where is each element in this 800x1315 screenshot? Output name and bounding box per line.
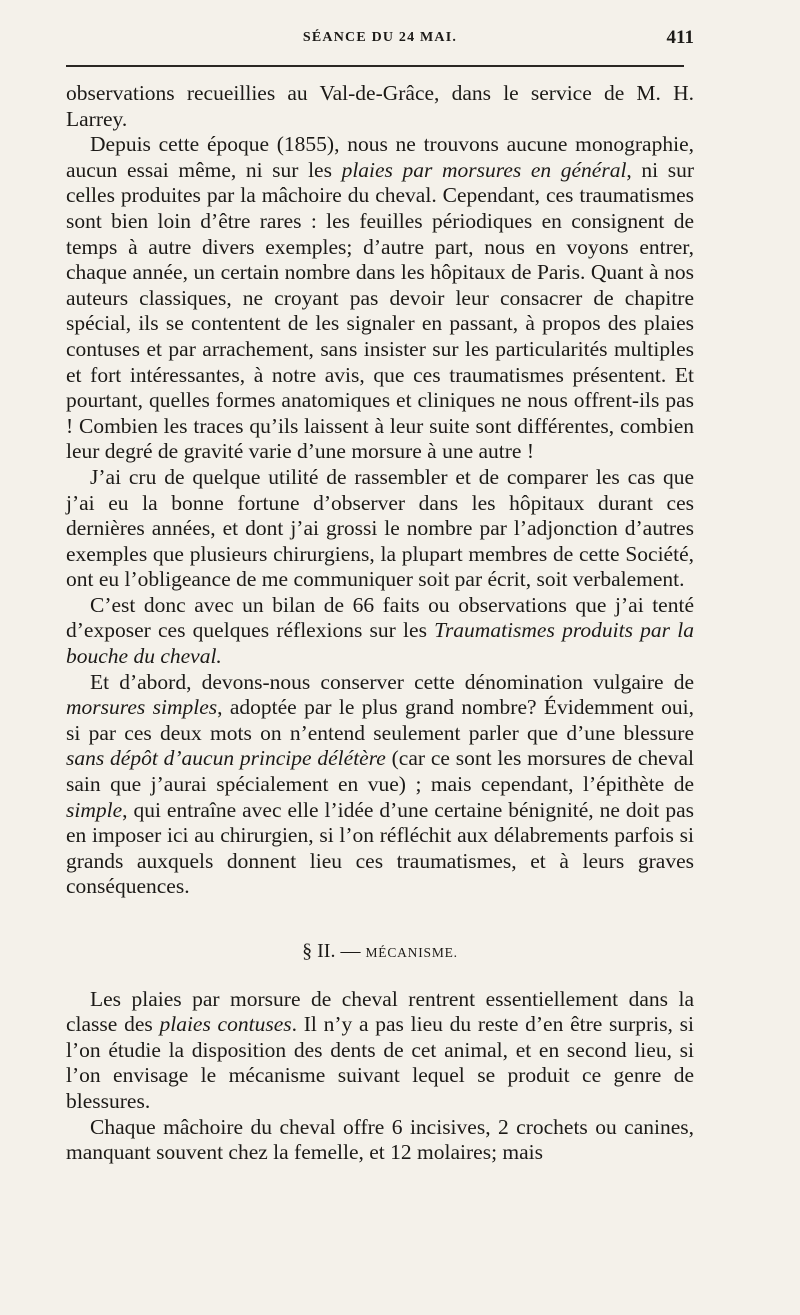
paragraph-4 [66, 593, 694, 670]
paragraph-6 [66, 987, 694, 1115]
paragraph-2-italic: plaies par morsures en général [341, 157, 627, 182]
paragraph-6-text-c: . Il n’y a pas lieu du reste d’en être surpris, si l’on étudie la disposition des dents de cet animal, et en second lieu, si l’on envisage le mécanisme suivant lequel se produit ce genre de blessures. [66, 1012, 695, 1113]
running-title: SÉANCE DU 24 MAI. [302, 30, 458, 45]
paragraph-7: Chaque mâchoire du cheval offre 6 incisives, 2 crochets ou canines, manquant souvent chez la femelle, et 12 molaires; mais [66, 1114, 694, 1165]
paragraph-5-italic-f: simple [66, 797, 123, 822]
paragraph-5-text-a: Et d’abord, devons-nous conserver cette dénomination vulgaire de [90, 669, 694, 694]
section-title: MÉCANISME. [365, 945, 458, 960]
paragraph-5-italic-b: morsures simples [66, 695, 218, 720]
paragraph-5 [66, 670, 694, 900]
paragraph-2-text-c: , ni sur celles produites par la mâchoire du cheval. Cependant, ces traumatismes sont bien loin d’être rares : les feuilles périodiques en consignent de temps à autre divers exemples; d’autre part, nous en voyons entrer, chaque année, un certain nombre dans les hôpitaux de Paris. Quant à nos auteurs classiques, ne croyant pas devoir leur consacrer de chapitre spécial, ils se contentent de les signaler en passant, à propos des plaies contuses et par arrachement, sans insister sur les particularités multiples et fort intéressantes, à notre avis, que ces traumatismes présentent. Et pourtant, quelles formes anatomiques et cliniques ne nous offrent-ils pas ! Combien les traces qu’ils laissent à leur suite sont différentes, combien leur degré de gravité varie d’une morsure à une autre ! [66, 157, 695, 464]
page-number: 411 [666, 27, 694, 48]
paragraph-1: observations recueillies au Val-de-Grâce, dans le service de M. H. Larrey. [66, 81, 694, 131]
section-heading [66, 939, 694, 966]
page-header [66, 27, 694, 54]
body-text [66, 81, 694, 1166]
paragraph-3: J’ai cru de quelque utilité de rassembler et de comparer les cas que j’ai eu la bonne fortune d’observer dans les hôpitaux durant ces dernières années, et dont j’ai grossi le nombre par l’adjonction d’autres exemples que plusieurs chirurgiens, la plupart membres de cette Société, ont eu l’obligeance de me communiquer soit par écrit, soit verbalement. [66, 464, 694, 592]
section-number: § II. — [302, 940, 366, 962]
paragraph-6-italic: plaies contuses [159, 1012, 292, 1037]
paragraph-4-text-a: C’est donc avec un bilan de 66 faits ou observations que j’ai tenté d’exposer ces quelques réflexions sur les [66, 592, 694, 643]
paragraph-2-text-a: Depuis cette époque (1855), nous ne trouvons aucune monographie, aucun essai même, ni sur les [66, 132, 694, 182]
header-rule [66, 65, 684, 67]
paragraph-5-text-e: (car ce sont les morsures de cheval sain que j’aurai spécialement en vue) ; mais cependant, l’épithète de [66, 746, 694, 797]
paragraph-2 [66, 132, 694, 465]
paragraph-4-italic: Traumatismes produits par la bouche du cheval. [66, 618, 695, 669]
paragraph-5-text-g: , qui entraîne avec elle l’idée d’une certaine bénignité, ne doit pas en imposer ici au chirurgien, si l’on réfléchit aux délabrements parfois si grands auxquels donnent lieu ces traumatismes, et à leurs graves conséquences. [66, 797, 694, 899]
paragraph-5-italic-d: sans dépôt d’aucun principe délétère [66, 746, 386, 771]
paragraph-5-text-c: , adoptée par le plus grand nombre? Évidemment oui, si par ces deux mots on n’entend seulement parler que d’une blessure [66, 695, 694, 745]
paragraph-6-text-a: Les plaies par morsure de cheval rentrent essentiellement dans la classe des [66, 986, 694, 1037]
